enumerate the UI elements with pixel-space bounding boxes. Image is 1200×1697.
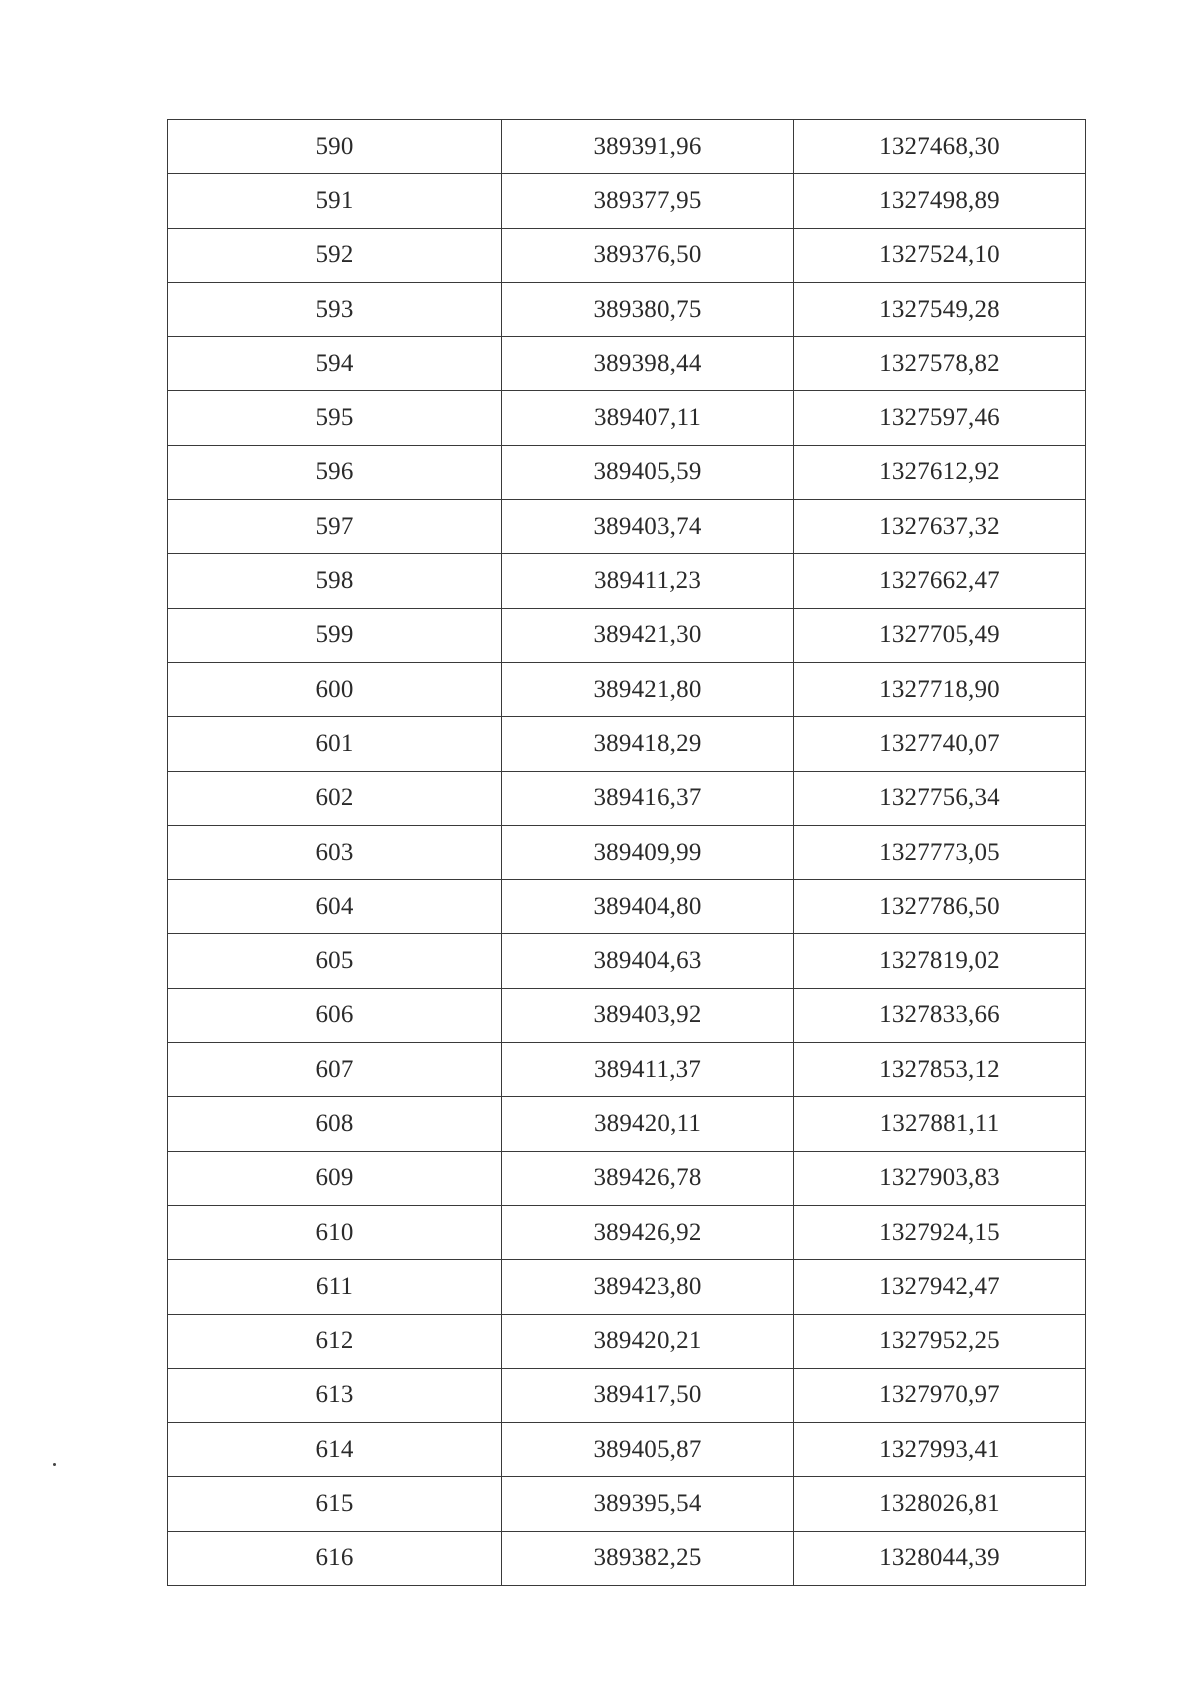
y-coordinate-cell: 1327819,02 (794, 934, 1086, 988)
x-coordinate-cell: 389420,21 (502, 1314, 794, 1368)
table-row (168, 1531, 1086, 1585)
point-number-cell: 615 (168, 1477, 502, 1531)
table-row (168, 391, 1086, 445)
coordinates-table-body (168, 120, 1086, 1586)
x-coordinate-cell: 389416,37 (502, 771, 794, 825)
table-row (168, 500, 1086, 554)
y-coordinate-cell: 1327597,46 (794, 391, 1086, 445)
y-coordinate-cell: 1327549,28 (794, 282, 1086, 336)
x-coordinate-cell: 389398,44 (502, 337, 794, 391)
y-coordinate-cell: 1327786,50 (794, 880, 1086, 934)
table-row (168, 1423, 1086, 1477)
y-coordinate-cell: 1327662,47 (794, 554, 1086, 608)
point-number-cell: 598 (168, 554, 502, 608)
y-coordinate-cell: 1327705,49 (794, 608, 1086, 662)
table-row (168, 717, 1086, 771)
y-coordinate-cell: 1327498,89 (794, 174, 1086, 228)
y-coordinate-cell: 1328026,81 (794, 1477, 1086, 1531)
x-coordinate-cell: 389391,96 (502, 120, 794, 174)
point-number-cell: 604 (168, 880, 502, 934)
y-coordinate-cell: 1327853,12 (794, 1043, 1086, 1097)
x-coordinate-cell: 389407,11 (502, 391, 794, 445)
table-row (168, 1314, 1086, 1368)
point-number-cell: 599 (168, 608, 502, 662)
table-row (168, 988, 1086, 1042)
x-coordinate-cell: 389426,78 (502, 1151, 794, 1205)
point-number-cell: 612 (168, 1314, 502, 1368)
x-coordinate-cell: 389411,23 (502, 554, 794, 608)
x-coordinate-cell: 389404,63 (502, 934, 794, 988)
point-number-cell: 616 (168, 1531, 502, 1585)
point-number-cell: 601 (168, 717, 502, 771)
x-coordinate-cell: 389395,54 (502, 1477, 794, 1531)
table-row (168, 880, 1086, 934)
table-row (168, 825, 1086, 879)
x-coordinate-cell: 389417,50 (502, 1368, 794, 1422)
y-coordinate-cell: 1328044,39 (794, 1531, 1086, 1585)
table-row (168, 174, 1086, 228)
y-coordinate-cell: 1327578,82 (794, 337, 1086, 391)
y-coordinate-cell: 1327924,15 (794, 1205, 1086, 1259)
x-coordinate-cell: 389420,11 (502, 1097, 794, 1151)
point-number-cell: 611 (168, 1260, 502, 1314)
table-row (168, 771, 1086, 825)
table-row (168, 1151, 1086, 1205)
y-coordinate-cell: 1327903,83 (794, 1151, 1086, 1205)
table-row (168, 554, 1086, 608)
x-coordinate-cell: 389426,92 (502, 1205, 794, 1259)
table-row (168, 282, 1086, 336)
table-row (168, 445, 1086, 499)
point-number-cell: 590 (168, 120, 502, 174)
point-number-cell: 596 (168, 445, 502, 499)
stray-mark (53, 1463, 56, 1466)
point-number-cell: 607 (168, 1043, 502, 1097)
x-coordinate-cell: 389404,80 (502, 880, 794, 934)
y-coordinate-cell: 1327833,66 (794, 988, 1086, 1042)
y-coordinate-cell: 1327612,92 (794, 445, 1086, 499)
y-coordinate-cell: 1327881,11 (794, 1097, 1086, 1151)
y-coordinate-cell: 1327952,25 (794, 1314, 1086, 1368)
x-coordinate-cell: 389423,80 (502, 1260, 794, 1314)
y-coordinate-cell: 1327773,05 (794, 825, 1086, 879)
table-row (168, 1043, 1086, 1097)
table-row (168, 1097, 1086, 1151)
y-coordinate-cell: 1327740,07 (794, 717, 1086, 771)
point-number-cell: 610 (168, 1205, 502, 1259)
table-row (168, 608, 1086, 662)
point-number-cell: 602 (168, 771, 502, 825)
point-number-cell: 595 (168, 391, 502, 445)
x-coordinate-cell: 389421,30 (502, 608, 794, 662)
table-row (168, 934, 1086, 988)
table-row (168, 1368, 1086, 1422)
point-number-cell: 591 (168, 174, 502, 228)
point-number-cell: 608 (168, 1097, 502, 1151)
table-row (168, 228, 1086, 282)
point-number-cell: 592 (168, 228, 502, 282)
x-coordinate-cell: 389411,37 (502, 1043, 794, 1097)
y-coordinate-cell: 1327970,97 (794, 1368, 1086, 1422)
table-row (168, 1477, 1086, 1531)
table-row (168, 1205, 1086, 1259)
table-row (168, 337, 1086, 391)
y-coordinate-cell: 1327718,90 (794, 662, 1086, 716)
point-number-cell: 614 (168, 1423, 502, 1477)
point-number-cell: 597 (168, 500, 502, 554)
table-row (168, 662, 1086, 716)
x-coordinate-cell: 389403,74 (502, 500, 794, 554)
point-number-cell: 609 (168, 1151, 502, 1205)
table-row (168, 1260, 1086, 1314)
y-coordinate-cell: 1327756,34 (794, 771, 1086, 825)
x-coordinate-cell: 389405,59 (502, 445, 794, 499)
coordinates-table (167, 119, 1086, 1586)
table-row (168, 120, 1086, 174)
point-number-cell: 603 (168, 825, 502, 879)
y-coordinate-cell: 1327993,41 (794, 1423, 1086, 1477)
x-coordinate-cell: 389403,92 (502, 988, 794, 1042)
point-number-cell: 594 (168, 337, 502, 391)
point-number-cell: 606 (168, 988, 502, 1042)
y-coordinate-cell: 1327468,30 (794, 120, 1086, 174)
x-coordinate-cell: 389418,29 (502, 717, 794, 771)
x-coordinate-cell: 389382,25 (502, 1531, 794, 1585)
y-coordinate-cell: 1327524,10 (794, 228, 1086, 282)
point-number-cell: 613 (168, 1368, 502, 1422)
x-coordinate-cell: 389376,50 (502, 228, 794, 282)
point-number-cell: 593 (168, 282, 502, 336)
y-coordinate-cell: 1327942,47 (794, 1260, 1086, 1314)
x-coordinate-cell: 389405,87 (502, 1423, 794, 1477)
x-coordinate-cell: 389380,75 (502, 282, 794, 336)
x-coordinate-cell: 389409,99 (502, 825, 794, 879)
y-coordinate-cell: 1327637,32 (794, 500, 1086, 554)
x-coordinate-cell: 389377,95 (502, 174, 794, 228)
point-number-cell: 600 (168, 662, 502, 716)
point-number-cell: 605 (168, 934, 502, 988)
x-coordinate-cell: 389421,80 (502, 662, 794, 716)
